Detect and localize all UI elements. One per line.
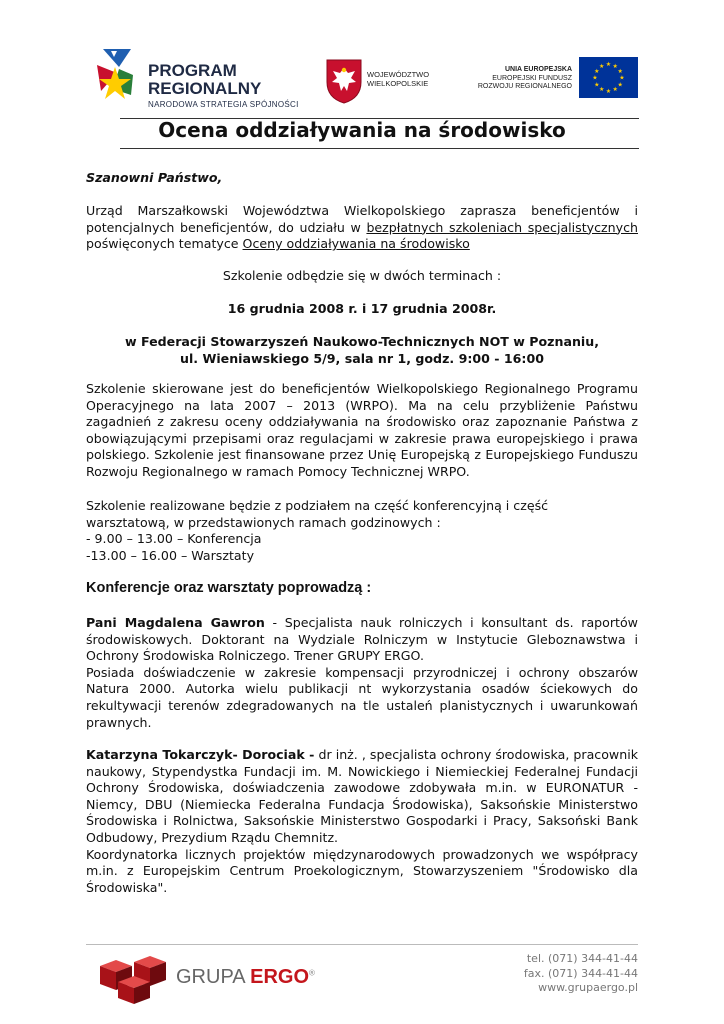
schedule-line1: Szkolenie realizowane będzie z podziałem na część konferencyjną i część: [86, 498, 549, 513]
footer-rule: [86, 944, 638, 945]
speaker1-paragraph: [86, 615, 638, 731]
coat-of-arms-icon: [325, 58, 363, 104]
eu-flag-icon: [579, 57, 638, 98]
grupa-ergo-wordmark: [176, 966, 315, 989]
eu-stars: [579, 57, 638, 98]
eu-star-icon: ★: [605, 61, 612, 68]
eu-star-icon: ★: [612, 86, 618, 94]
brand-grupa: GRUPA: [176, 966, 245, 988]
schedule-line2: warsztatową, w przedstawionych ramach godzinowych :: [86, 514, 441, 530]
terms-intro: Szkolenie odbędzie się w dwóch terminach :: [222, 268, 502, 283]
speaker1-name: Pani Magdalena Gawron: [86, 615, 265, 630]
intro-text1: Urząd Marszałkowski Województwa Wielkopolskiego zaprasza beneficjentów i potencjalnych beneficjentów, do udziału w: [86, 203, 638, 235]
schedule-item-workshops: -13.00 – 16.00 – Warsztaty: [86, 547, 255, 563]
program-line1: PROGRAM: [148, 61, 237, 80]
eu-star-icon: ★: [605, 88, 612, 95]
page-title: Ocena oddziaływania na środowisko: [158, 118, 566, 142]
eu-line3: ROZWOJU REGIONALNEGO: [477, 83, 572, 90]
eu-star-icon: ★: [617, 67, 623, 75]
intro-link-topic[interactable]: Oceny oddziaływania na środowisko: [242, 236, 470, 252]
intro-text2: poświęconych tematyce: [86, 236, 243, 252]
description-paragraph: Szkolenie skierowane jest do beneficjentów Wielkopolskiego Regionalnego Programu Operacyjnego na lata 2007 – 2013 (WRPO). Ma na celu przybliżenie Państwu zagadnień z zakresu oceny oddziaływania na środowisko oraz zapoznanie Państwa z obowiązującymi przepisami oraz regulacjami w zakresie prawa europejskiego i prawa polskiego. Szkolenie jest finansowane przez Unię Europejską z Europejskiego Funduszu Rozwoju Regionalnego w ramach Pomocy Technicznej WRPO.: [86, 381, 638, 479]
eu-star-icon: ★: [612, 62, 618, 70]
grupa-ergo-logo: [96, 952, 172, 1008]
eu-line1: UNIA EUROPEJSKA: [504, 66, 572, 73]
eu-star-icon: ★: [617, 81, 623, 89]
eu-text: [462, 66, 572, 92]
title-bottom-rule: [120, 148, 639, 149]
eu-star-icon: ★: [599, 62, 605, 70]
speakers-heading: Konferencje oraz warsztaty poprowadzą :: [86, 580, 372, 596]
speaker2-bio-part1: [86, 747, 638, 847]
venue-line2: ul. Wieniawskiego 5/9, sala nr 1, godz. 9:00 - 16:00: [180, 350, 544, 366]
footer-tel: tel. (071) 344-41-44: [526, 952, 638, 965]
program-line3: NARODOWA STRATEGIA SPÓJNOŚCI: [148, 100, 299, 109]
program-regionalny-icon: [93, 45, 145, 105]
brand-ergo: ERGO: [250, 966, 310, 988]
eu-star-icon: ★: [594, 67, 600, 75]
eu-star-icon: ★: [619, 74, 625, 82]
speaker2-name: Katarzyna Tokarczyk- Dorociak -: [86, 747, 315, 762]
eu-star-icon: ★: [599, 86, 605, 94]
eu-star-icon: ★: [592, 74, 598, 82]
footer-fax: fax. (071) 344-41-44: [523, 966, 638, 980]
footer-contact: [524, 952, 638, 996]
eu-star-icon: ★: [594, 81, 600, 89]
voivodeship-line2: WIELKOPOLSKIE: [367, 79, 429, 88]
training-dates: 16 grudnia 2008 r. i 17 grudnia 2008r.: [227, 301, 497, 316]
speaker2-bio1: dr inż. , specjalista ochrony środowiska, pracownik naukowy, Stypendystka Fundacji im. M. Nowickiego i Niemieckiej Federalnej Fundacji Ochrony Środowiska, doświadczenia zawodowe zdobywała m.in. w EURONATUR - Niemcy, DBU (Niemiecka Federalna Fundacja Środowiska), Saksońskie Ministerstwo Środowiska i Rolnictwa, Saksońskie Ministerstwo Gospodarki i Pracy, Saksoński Bank Odbudowy, Prezydium Rządu Chemnitz.: [86, 747, 638, 845]
schedule: [86, 498, 638, 564]
program-line2: REGIONALNY: [148, 79, 262, 98]
speaker1-bio1: - Specjalista nauk rolniczych i konsultant ds. raportów środowiskowych. Doktorant na Wydziale Rolniczym w Instytucie Gleboznawstwa i Ochrony Środowiska Rolniczego. Trener GRUPY ERGO.: [86, 615, 638, 664]
speaker1-bio-part1: [86, 615, 638, 665]
voivodeship-line1: WOJEWÓDZTWO: [367, 70, 430, 79]
speaker2-bio2: Koordynatorka licznych projektów międzynarodowych prowadzonych we współpracy m.in. z Europejskim Centrum Proekologicznym, Stowarzyszeniem "Środowisko dla Środowiska".: [86, 846, 638, 895]
voivodeship-text: [367, 70, 429, 88]
speaker1-bio2: Posiada doświadczenie w zakresie kompensacji przyrodniczej i ochrony obszarów Natura 2000. Autorka wielu publikacji nt wykorzystania osadów ściekowych do rekultywacji terenów zdegradowanych na tle ustaleń planistycznych i uwarunkowań prawnych.: [86, 664, 638, 730]
brand-registered: ®: [309, 968, 315, 978]
venue: [86, 334, 638, 367]
schedule-item-conference: - 9.00 – 13.00 – Konferencja: [86, 531, 262, 547]
venue-line1: w Federacji Stowarzyszeń Naukowo-Technicznych NOT w Poznaniu,: [124, 334, 599, 349]
intro-paragraph: [86, 203, 638, 253]
greeting: Szanowni Państwo,: [86, 170, 223, 185]
intro-link-trainings[interactable]: bezpłatnych szkoleniach specjalistycznych: [366, 219, 638, 235]
ergo-cubes-icon: [96, 952, 172, 1004]
footer-web[interactable]: www.grupaergo.pl: [538, 981, 638, 994]
speaker2-paragraph: [86, 747, 638, 896]
eu-line2: EUROPEJSKI FUNDUSZ: [492, 74, 572, 82]
